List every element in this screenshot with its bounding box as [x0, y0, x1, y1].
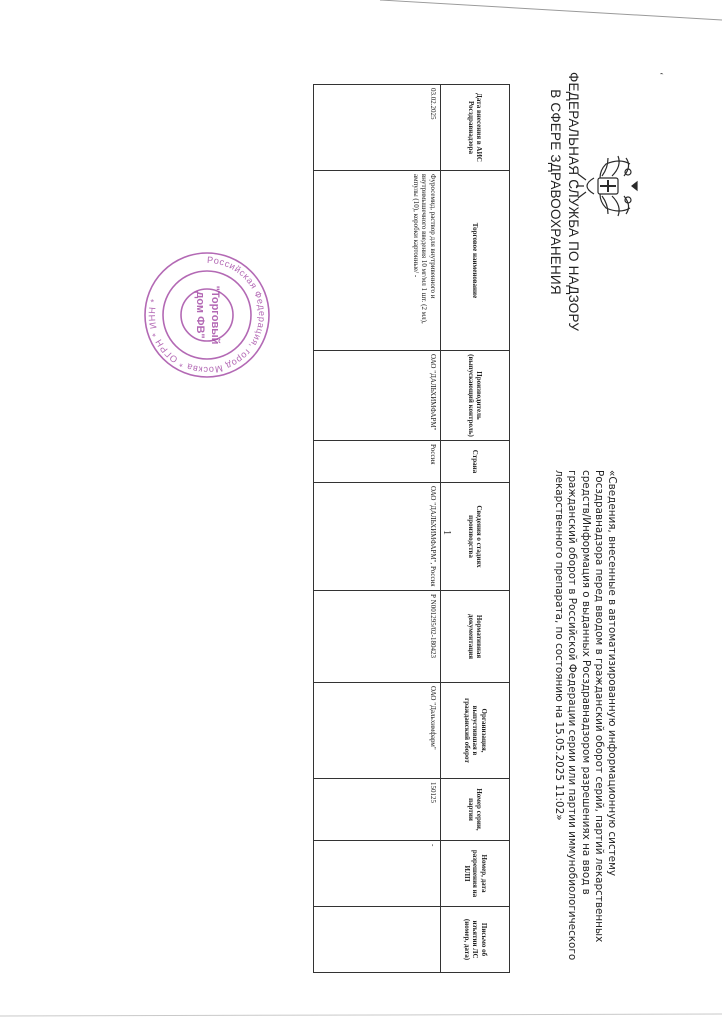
cell-manufacturer: ОАО "ДАЛЬХИМФАРМ": [314, 351, 441, 441]
header-batch-number: Номер серии, партии: [441, 779, 510, 841]
cell-withdrawal-letter: [314, 907, 441, 973]
cell-batch-number: 150125: [314, 779, 441, 841]
cell-trade-name: Фуросемид, раствор для внутривенного и внутримышечного введения 10 мг/мл 1 шт. (2 мл), ампулы (10), коробки картонные/ -: [314, 171, 441, 351]
svg-text:"Торговый: "Торговый: [209, 285, 221, 345]
double-headed-eagle-emblem-icon: [574, 150, 640, 222]
header-country: Страна: [441, 441, 510, 483]
header-production-stages: Сведения о стадиях производства: [441, 483, 510, 591]
agency-name-line-2: В СФЕРЕ ЗДРАВООХРАНЕНИЯ: [548, 89, 563, 295]
header-documentation: Нормативная документация: [441, 591, 510, 683]
cell-production-stages: ОАО "ДАЛЬХИМФАРМ", Россия: [314, 483, 441, 591]
cell-documentation: Р N001295/02-180423: [314, 591, 441, 683]
cell-organization: ОАО "Дальхимфарм": [314, 683, 441, 779]
header-organization: Организация, выпустившая в гражданский оборот: [441, 683, 510, 779]
page-number: 1: [441, 530, 452, 535]
header-trade-name: Торговое наименование: [441, 171, 510, 351]
agency-name-line-1: ФЕДЕРАЛЬНАЯ СЛУЖБА ПО НАДЗОРУ: [566, 72, 581, 332]
document-heading: «Сведения, внесенные в автоматизированную информационную систему Росздравнадзора перед вводом в гражданский оборот серий, партий лекарственных средств/Информация о выданных Росздравнадзором разрешениях на ввод в гражданский оборот в Российской Федерации серии или партии иммунобиологического лекарственного препарата, по состоянию на 15.05.2025 11:02»: [553, 470, 618, 961]
header-manufacturer: Производитель (выпускающий контроль): [441, 351, 510, 441]
corner-mark: ‘: [653, 72, 664, 76]
records-table: [313, 84, 510, 973]
header-permit: Номер, дата разрешения на ИЛП: [441, 841, 510, 907]
cell-permit: -: [314, 841, 441, 907]
table-row: [314, 85, 441, 973]
svg-text:дом ФВ": дом ФВ": [194, 291, 206, 339]
company-seal-stamp: [142, 250, 272, 380]
svg-text:Российская Федерация, город Мо: Российская Федерация, город Москва * ОГРН * ИНН *: [146, 254, 268, 376]
table-header-row: [441, 85, 510, 973]
header-date: Дата внесения в АИС Росздравнадзора: [441, 85, 510, 171]
agency-name: [546, 72, 582, 332]
header-withdrawal-letter: Письмо об изъятии ЛС (номер, дата): [441, 907, 510, 973]
cell-country: Россия: [314, 441, 441, 483]
cell-date: 03.02.2025: [314, 85, 441, 171]
